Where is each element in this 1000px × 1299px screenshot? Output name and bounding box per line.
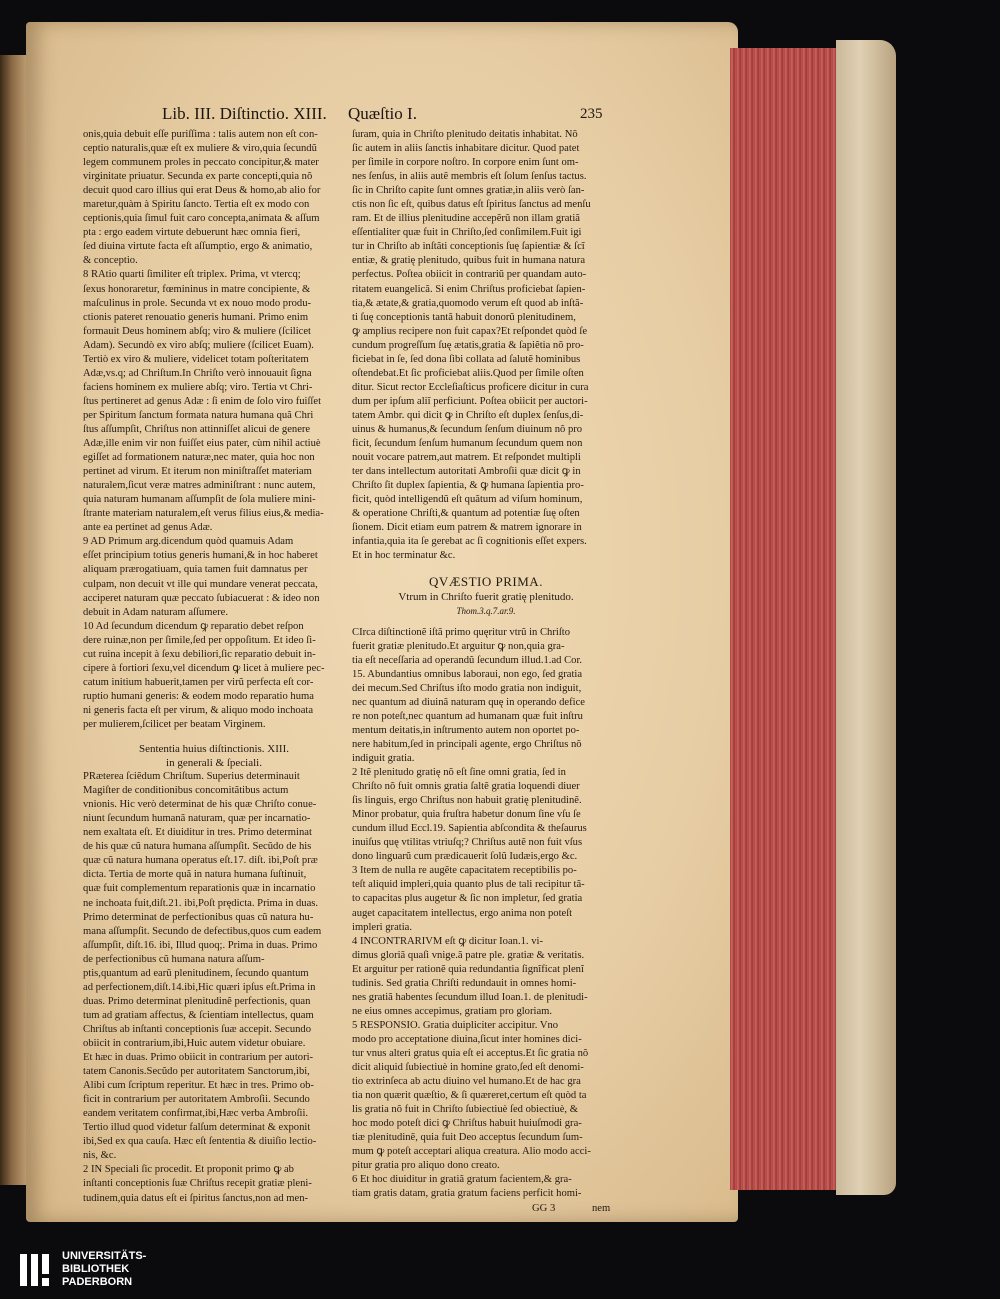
text-line: tia non quærit quæſtio, & ſi quæreret,certum eſt quòd ta	[352, 1090, 587, 1102]
text-line: de his quæ cũ natura humana aſſumpſit. Secũdo de his	[83, 841, 312, 853]
text-line: entiæ, & gratię plenitudo, quibus fuit in humana natura	[352, 255, 586, 267]
section-heading-line-2: in generali & ſpeciali.	[166, 757, 262, 770]
text-line: teſt aliquid impleri,quia quanto plus de tali recipitur tã-	[352, 879, 585, 891]
text-line: tudinis. Sed gratia Chriſti redundauit in omnes homi-	[352, 977, 577, 989]
catchword: nem	[592, 1202, 611, 1214]
text-line: catum initium habuerit,tamen per virũ perfecta eſt cor-	[83, 676, 314, 688]
text-line: auget capacitatem intellectus, ergo anima non poteſt	[352, 907, 573, 919]
text-line: ſtrante materiam naturalem,eſt verus filius eius,& media-	[83, 508, 324, 520]
text-line: maretur,quàm à Spiritu ſancto. Tertia eſt ex modo con	[83, 199, 310, 211]
text-line: onis,quia debuit eſſe puriſſima : talis autem non eſt con-	[83, 129, 318, 140]
question-subtitle: Vtrum in Chriſto fuerit gratię plenitudo.	[398, 590, 574, 603]
text-line: tatem Ambr. qui dicit ꝙ in Chriſto eſt duplex ſenſus,di-	[352, 409, 584, 421]
text-line: acciperet naturam quæ peccato ſubiacuerat : & ideo non	[83, 592, 320, 604]
text-line: PRæterea ſciẽdum Chriſtum. Superius determinauit	[83, 771, 300, 783]
text-line: ni generis facta eſt per virum, & aliquo modo inchoata	[83, 704, 314, 716]
text-line: ſtus pertineret ad genus Adæ : ſi enim de ſolo viro fuiſſet	[83, 395, 322, 407]
text-line: ficit in contrarium per autoritatem Ambroſii. Secundo	[83, 1094, 310, 1106]
text-line: nes ſenſus, in aliis autẽ membris eſt ſolum ſenſus tactus.	[352, 171, 587, 183]
text-line: ſed diuina virtute facta eſt aſſumptio, ergo & animatio,	[83, 241, 313, 253]
text-line: ꝙ amplius recipere non fuit capax?Et reſpondet quòd ſe	[352, 325, 588, 337]
text-line: tio extrinſeca ab actu diuino vel humano.Et de hac gra	[352, 1076, 581, 1088]
text-line: Chriſtus ab inſtanti conceptionis ſuæ accepit. Secundo	[83, 1023, 312, 1035]
text-line: obiicit in contrarium,ibi,Huic autem videtur obuiare.	[83, 1038, 306, 1049]
text-line: ctis non ſic eſt, quibus datus eſt ſpiritus ſanctus ad menſu	[352, 199, 591, 211]
text-line: re non poteſt,nec quantum ad humanam quæ fuit inſtru	[352, 710, 583, 722]
text-line: aſſumpſit, diſt.16. ibi, Illud quoq;. Prima in duas. Primo	[83, 939, 318, 951]
text-line: uinus & humanus,& ſecundum ſenſum diuinum nõ pro	[352, 423, 583, 435]
text-line: cundum illud Eccl.19. Sapientia abſcondita & theſaurus	[352, 823, 587, 835]
text-line: 3 Item de nulla re augẽte capacitatem receptibilis po-	[352, 865, 577, 877]
text-line: 10 Ad ſecundum dicendum ꝙ reparatio debet reſpon	[83, 620, 304, 632]
text-line: per ſimile in corpore noſtro. In corpore enim ſunt om-	[352, 157, 579, 169]
text-line: dum per ipſum aliĩ perficiunt. Poſtea obiicit per auctori-	[352, 395, 588, 407]
footer-bar	[0, 1250, 1000, 1299]
text-line: quæ cũ natura humana operatus eſt.17. diſt. ibi,Poſt præ	[83, 855, 318, 867]
text-line: ficiebat in ſe, ſed dona ſibi collata ad ſalutẽ hominibus	[352, 353, 581, 365]
text-line: tiæ plenitudinẽ, quia fuit Deo acceptus ſecundum ſum-	[352, 1132, 583, 1144]
text-line: ne eius omnes accepimus, gratiam pro gloriam.	[352, 1005, 553, 1017]
text-line: 9 AD Primum arg.dicendum quòd quamuis Adam	[83, 536, 294, 548]
text-line: Adam). Secundò ex viro abſq; muliere (ſcilicet Euam).	[83, 339, 314, 351]
left-column-text-2	[83, 770, 345, 1205]
text-line: to capacitas plus augetur & ſic non impletur, ſed gratia	[352, 893, 583, 905]
text-line: lis gratia nõ fuit in Chriſto ſubiectiuè ſed obiectiuè, &	[352, 1104, 578, 1116]
text-line: ſic in Chriſto capite ſunt omnes gratiæ,in aliis verò ſan-	[352, 185, 585, 197]
text-line: dei mecum.Sed Chriſtus iſto modo gratia non indiguit,	[352, 682, 582, 694]
text-line: Adæ,ille enim vir non fuiſſet eius pater, cùm nihil actiuè	[83, 438, 321, 450]
text-line: debuit in Adam naturam aſſumere.	[83, 606, 229, 618]
text-line: dimus gloriã quaſi vnige.ã patre ple. gratiæ & veritatis.	[352, 949, 585, 961]
text-line: ſtus aſſumpſit, Chriſtus non attinniſſet alicui de genere	[83, 423, 311, 435]
text-line: tudinem,quia datus eſt ei ſpiritus ſanctus,non ad men-	[83, 1192, 309, 1204]
text-line: 2 IN Speciali ſic procedit. Et proponit primo ꝙ ab	[83, 1164, 294, 1176]
text-line: pertinet ad virum. Et iterum non miniſtraſſet materiam	[83, 466, 312, 478]
text-line: & operatione Chriſti,& quantum ad potentiæ ſuę oſten	[352, 508, 580, 520]
library-name-line-2: BIBLIOTHEK	[62, 1263, 130, 1275]
question-reference: Thom.3.q.7.ar.9.	[456, 605, 516, 616]
text-line: ritatem euangelicã. Si enim Chriſtus proficiebat ſapien-	[352, 283, 586, 295]
text-line: impleri gratia.	[352, 921, 413, 933]
text-line: nere habitum,ſed in principali agente, ergo Chriſtus nõ	[352, 738, 582, 750]
text-line: ceptio naturalis,quæ eſt ex muliere & viro,quia ſecundũ	[83, 143, 317, 155]
text-line: Minor probatur, quia fruſtra habetur donum ſine vſu ſe	[352, 809, 581, 821]
text-line: nem exaltata eſt. Et diuiditur in tres. Primo determinat	[83, 827, 312, 839]
text-line: nis, &c.	[83, 1150, 117, 1162]
library-name	[62, 1250, 146, 1289]
text-line: per Spiritum ſanctum formata natura humana quã Chri	[83, 409, 314, 421]
text-line: virginitate priuatur. Secunda ex parte concepti,quia nõ	[83, 171, 313, 183]
text-line: quia naturam humanam aſſumpſit de ſola muliere mini-	[83, 494, 316, 506]
text-line: tum ad gratiam affectus, & ſcientiam intellectus, quam	[83, 1009, 314, 1021]
left-column	[83, 128, 345, 1206]
text-line: Chriſto nõ fuit omnis gratia ſaltẽ gratia loquendi diuer	[352, 781, 580, 793]
text-line: ſionem. Dicit etiam eum patrem & matrem ignorare in	[352, 522, 582, 534]
text-line: ficit, quòd intelligendũ eſt quãtum ad viſum hominum,	[352, 494, 583, 506]
text-line: duas. Primo determinat plenitudinẽ perfectionis, quan	[83, 995, 311, 1007]
text-line: inſtanti conceptionis ſuæ Chriſtus recepit gratiæ pleni-	[83, 1178, 312, 1190]
text-line: infantia,quia ita ſe gerebat ac ſi cognitionis eſſet expers.	[352, 536, 587, 548]
text-line: 4 INCONTRARIVM eſt ꝙ dicitur Ioan.1. vi-	[352, 935, 543, 947]
text-line: ctionis pateret renouatio generis humani. Primo enim	[83, 311, 309, 323]
text-line: decuit quod caro illius qui erat Deus & homo,ab alio for	[83, 185, 321, 197]
text-line: ibi,Sed ex qua cauſa. Hæc eſt ſententia & diuiſio lectio-	[83, 1136, 317, 1148]
text-line: indiguit gratia.	[352, 753, 415, 765]
text-line: Primo determinat de perfectionibus quas cũ natura hu-	[83, 911, 314, 923]
text-line: mum ꝙ poteſt acceptari aliqua creatura. Alio modo acci-	[352, 1146, 591, 1158]
text-line: 6 Et hoc diuiditur in gratiã gratum facientem,& gra-	[352, 1174, 572, 1186]
text-line: perfectus. Poſtea obiicit in contrariũ per quandam auto-	[352, 269, 587, 281]
text-line: mana aſſumpſit. Secundo de defectibus,quos cum eadem	[83, 925, 322, 937]
text-line: inuiſus quę vtilitas vtriuſq;? Chriſtus autẽ non fuit vſus	[352, 837, 583, 849]
right-column-text-1	[352, 128, 620, 563]
text-line: ter dans intellectum autoritati Ambroſii quæ dicit ꝙ in	[352, 466, 581, 478]
text-line: cut ruina incepit à ſexu debiliori,ſic reparatio debuit in-	[83, 648, 316, 660]
text-line: 5 RESPONSIO. Gratia duipliciter accipitur. Vno	[352, 1019, 559, 1031]
text-line: Tertiò ex viro & muliere, videlicet totam poſteritatem	[83, 353, 309, 365]
question-title: QVÆSTIO PRIMA.	[429, 574, 543, 590]
text-line: modo pro acceptatione diuina,ſicut inter homines dici-	[352, 1033, 582, 1045]
text-line: nec quantum ad diuinã naturam quę in operando defice	[352, 696, 585, 708]
vellum-cover-edge	[836, 40, 896, 1195]
section-heading-line-1: Sententia huius diſtinctionis. XIII.	[138, 743, 289, 756]
text-line: Et arguitur per rationẽ quia redundantia ſignĩficat plenĩ	[352, 963, 584, 975]
text-line: tur in Chriſto ab inſtãti conceptionis ſuę ſapientiæ & ſcĩ	[352, 241, 585, 253]
text-line: nouit vocare patrem,aut matrem. Et reſpondet multipli	[352, 452, 581, 464]
text-line: Et in hoc terminatur &c.	[352, 550, 456, 562]
text-line: eandem veritatem confirmat,ibi,Hæc verba Ambroſii.	[83, 1108, 309, 1120]
text-line: quæ fuit complementum reparationis quæ in incarnatio	[83, 883, 316, 895]
red-page-edges	[730, 48, 842, 1190]
text-line: naturalem,ſicut veræ matres adminiſtrant : nunc autem,	[83, 480, 316, 492]
text-line: oſtendebat.Et ſic proficiebat aliis.Quod per ſimile oſten	[352, 367, 584, 379]
text-line: egiſſet ad formationem naturæ,nec mater, quia hoc non	[83, 452, 315, 464]
text-line: mentum deitatis,in inſtrumento autem non oportet po-	[352, 724, 580, 736]
library-logo-icon	[16, 1250, 56, 1290]
text-line: ditur. Sicut rector Eccleſiaſticus proficere dicitur in cura	[352, 381, 589, 393]
text-line: ficit, ſecundum ſenſum humanum ſecundum quem non	[352, 438, 583, 450]
text-line: 15. Abundantius omnibus laboraui, non ego, ſed gratia	[352, 668, 583, 680]
left-column-text-1	[83, 128, 345, 732]
text-line: ruptio humani generis: & eodem modo reparatio huma	[83, 690, 314, 702]
text-line: cundum progreſſum ſuę ætatis,gratia & ſapiẽtia nõ pro-	[352, 339, 584, 351]
text-line: de perfectionibus cũ humana natura aſſum-	[83, 953, 265, 965]
text-line: maſculinus in prole. Secunda vt ex nouo modo produ-	[83, 297, 312, 309]
text-line: 8 RAtio quarti ſimiliter eſt triplex. Prima, vt vtercq;	[83, 269, 301, 281]
running-head-center: Quæſtio I.	[348, 104, 417, 123]
text-line: formauit Deus hominem abſq; viro & muliere (ſcilicet	[83, 325, 311, 337]
right-column-text-2	[352, 626, 620, 1202]
text-line: legem communem proles in peccato concipitur,& mater	[83, 157, 319, 169]
running-head-left: Lib. III. Diſtinctio. XIII.	[162, 104, 327, 123]
library-name-line-1: UNIVERSITÄTS-	[62, 1250, 147, 1262]
text-line: dicta. Tertia de morte quã in natura humana ſuſtinuit,	[83, 869, 307, 881]
text-line: & conceptio.	[83, 255, 138, 267]
text-line: pta : ergo eadem virtute debuerunt hæc omnia fieri,	[83, 227, 301, 239]
text-line: eſſet principium totius generis humani,& in hoc haberet	[83, 550, 318, 562]
text-line: ſis linguis, ergo Chriſtus non habuit gratię plenitudinẽ.	[352, 795, 582, 807]
text-line: ſic autem in aliis ſanctis inhabitare dicitur. Quod patet	[352, 143, 580, 155]
text-line: Adæ,vs.q; ad Chriſtum.In Chriſto verò innouauit ſigna	[83, 367, 312, 379]
page-number: 235	[580, 106, 603, 122]
text-line: dere ruinæ,non per ſimile,ſed per oppoſitum. Et ideo ſi-	[83, 634, 316, 646]
text-line: tur vnus alteri gratus quia eſt ei acceptus.Et ſic gratia nõ	[352, 1048, 589, 1059]
text-line: Tertio illud quod videtur falſum determinat & exponit	[83, 1122, 311, 1134]
text-line: tia eſt neceſſaria ad operandũ ſecundum illud.1.ad Cor.	[352, 654, 583, 666]
library-name-line-3: PADERBORN	[62, 1276, 133, 1288]
text-line: faciens hominem ex muliere abſq; viro. Tertia vt Chri-	[83, 381, 313, 393]
right-column	[352, 128, 620, 1216]
text-line: ne inchoata fuit,diſt.21. ibi,Poſt prędicta. Prima in duas.	[83, 897, 319, 909]
text-line: ſuram, quia in Chriſto plenitudo deitatis inhabitat. Nõ	[352, 129, 578, 140]
text-line: tiam gratis datam, gratia gratum faciens perficit homi-	[352, 1188, 582, 1200]
text-line: niunt ſecundum humanã naturam, quæ per incarnatio-	[83, 813, 311, 825]
text-line: dono linguarũ cum prædicauerit ſolũ Iudæis,ergo &c.	[352, 851, 578, 863]
text-line: per mulierem,ſcilicet per beatam Virginem.	[83, 718, 266, 730]
text-line: Et hæc in duas. Primo obiicit in contrarium per autori-	[83, 1052, 314, 1064]
text-line: dicit aliquid ſubiectiuè in homine grato,ſed eſt denomi-	[352, 1062, 584, 1074]
text-line: vnionis. Hic verò determinat de his quæ Chriſto conue-	[83, 799, 317, 811]
text-line: ante ea pertinet ad genus Adæ.	[83, 522, 213, 534]
text-line: ram. Et de illius plenitudine accepẽrũ non illam gratiã	[352, 213, 580, 225]
text-line: ceptionis,quia ſimul fuit caro concepta,animata & aſſum	[83, 213, 320, 225]
text-line: Alibi cum ſcriptum reperitur. Et hæc in tres. Primo ob-	[83, 1080, 314, 1092]
text-line: Chriſto ſit duplex ſapientia, & ꝙ humana ſapientia pro-	[352, 480, 584, 492]
text-line: nes gratiã habentes ſecundum illud Ioan.1. de plenitudi-	[352, 991, 588, 1003]
text-line: aliquam prærogatiuam, quia tamen fuit damnatus per	[83, 564, 308, 576]
text-line: ptis,quantum ad earũ plenitudinem, ſecundo quantum	[83, 967, 309, 979]
text-line: tia,& ætate,& gratia,quomodo verum eſt quod ab inſtã-	[352, 297, 584, 309]
text-line: ti ſuę conceptionis tantã habuit donorũ plenitudinem,	[352, 311, 576, 323]
text-line: hoc modo poteſt dici ꝙ Chriſtus habuit huiuſmodi gra-	[352, 1118, 582, 1130]
text-line: tatem Canonis.Secũdo per autoritatem Sanctorum,ibi,	[83, 1066, 310, 1078]
text-line: 2 Itẽ plenitudo gratię nõ eſt ſine omni gratia, ſed in	[352, 767, 566, 779]
text-line: ſexus honoraretur, fœmininus in matre concipiente, &	[83, 283, 311, 295]
text-line: CIrca diſtinctionẽ iſtã primo quęritur vtrũ in Chriſto	[352, 626, 571, 638]
text-line: ad perfectionem,diſt.14.ibi,Hic quæri ipſus eſt.Prima in	[83, 981, 316, 993]
signature-mark: GG 3	[532, 1202, 556, 1214]
text-line: pitur gratia pro aliquo dono creato.	[352, 1160, 500, 1172]
text-line: eſſentialiter quæ fuit in Chriſto,ſed conſimilem.Fuit igi	[352, 227, 582, 239]
text-line: Magiſter de conditionibus concomitãtibus actum	[83, 785, 289, 797]
text-line: culpam, non decuit vt ille qui mundare venerat peccata,	[83, 578, 318, 590]
text-line: fuerit gratiæ plenitudo.Et arguitur ꝙ non,quia gra-	[352, 640, 565, 652]
text-line: cipere à fortiori ſexu,vel dicendum ꝙ licet à muliere pec-	[83, 662, 325, 674]
